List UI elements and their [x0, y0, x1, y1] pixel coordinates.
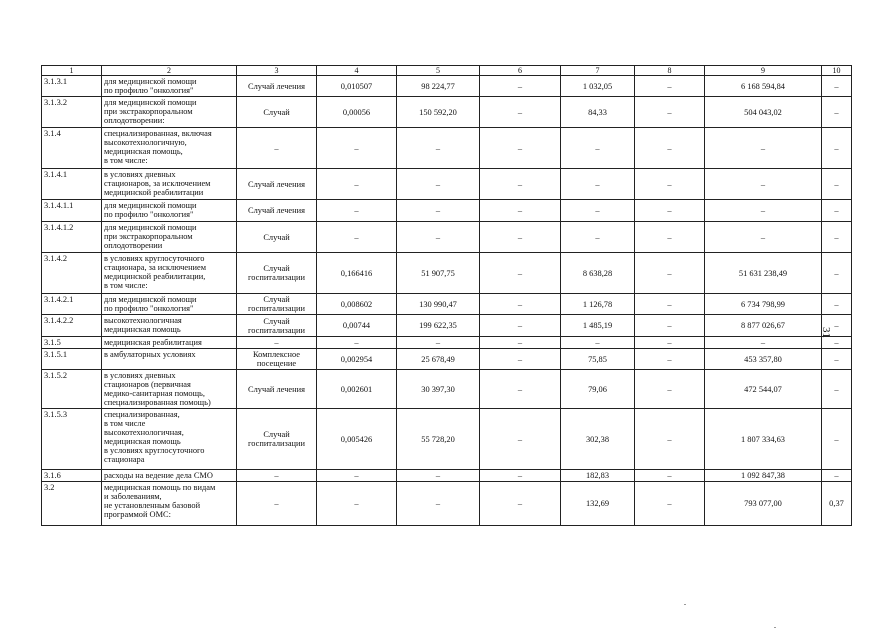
row-code: 3.1.5 [42, 337, 102, 349]
cell-col4: 0,002954 [317, 349, 397, 370]
cell-col7: – [561, 128, 635, 169]
row-name: для медицинской помощи по профилю "онкология" [102, 76, 237, 97]
row-code: 3.1.4.1.1 [42, 200, 102, 222]
cell-col4: 0,010507 [317, 76, 397, 97]
row-unit: Случай лечения [237, 169, 317, 200]
row-code: 3.1.3.2 [42, 97, 102, 128]
cell-col10: – [822, 470, 852, 482]
cell-col9: 472 544,07 [705, 370, 822, 409]
row-unit: Случай [237, 97, 317, 128]
cell-col8: – [635, 409, 705, 470]
row-unit: Случай госпитализации [237, 294, 317, 315]
row-unit: Случай лечения [237, 370, 317, 409]
cell-col7: 182,83 [561, 470, 635, 482]
cell-col5: – [397, 337, 480, 349]
cell-col4: – [317, 222, 397, 253]
cell-col10: – [822, 337, 852, 349]
cell-col6: – [480, 294, 561, 315]
cell-col6: – [480, 253, 561, 294]
table-row [42, 470, 852, 482]
table-row [42, 409, 852, 470]
row-name: в условиях дневных стационаров (первичная медико-санитарная помощь, специализированная помощь) [102, 370, 237, 409]
cell-col4: – [317, 482, 397, 526]
row-unit: Случай лечения [237, 200, 317, 222]
row-code: 3.2 [42, 482, 102, 526]
cell-col6: – [480, 128, 561, 169]
cell-col4: – [317, 470, 397, 482]
cell-col8: – [635, 315, 705, 337]
row-unit: – [237, 337, 317, 349]
cell-col10: – [822, 128, 852, 169]
cell-col6: – [480, 470, 561, 482]
cell-col8: – [635, 337, 705, 349]
cell-col7: – [561, 169, 635, 200]
cell-col5: 55 728,20 [397, 409, 480, 470]
row-code: 3.1.3.1 [42, 76, 102, 97]
cell-col6: – [480, 200, 561, 222]
cell-col7: 302,38 [561, 409, 635, 470]
cell-col5: – [397, 128, 480, 169]
page-number: 31 [820, 327, 832, 338]
cell-col7: 1 126,78 [561, 294, 635, 315]
cell-col7: 75,85 [561, 349, 635, 370]
row-unit: Случай лечения [237, 76, 317, 97]
cell-col9: 8 877 026,67 [705, 315, 822, 337]
cell-col8: – [635, 370, 705, 409]
cell-col8: – [635, 294, 705, 315]
row-name: в амбулаторных условиях [102, 349, 237, 370]
cell-col9: 504 043,02 [705, 97, 822, 128]
cell-col7: 8 638,28 [561, 253, 635, 294]
row-code: 3.1.4.2 [42, 253, 102, 294]
cell-col10: 0,37 [822, 482, 852, 526]
table-row [42, 169, 852, 200]
cell-col9: 6 168 594,84 [705, 76, 822, 97]
row-code: 3.1.5.3 [42, 409, 102, 470]
cell-col5: – [397, 222, 480, 253]
col-header: 9 [705, 66, 822, 76]
cell-col4: – [317, 128, 397, 169]
cell-col10: – [822, 294, 852, 315]
cell-col9: 6 734 798,99 [705, 294, 822, 315]
scan-speck [684, 604, 686, 605]
cell-col9: – [705, 200, 822, 222]
cell-col10: – [822, 97, 852, 128]
cell-col7: 79,06 [561, 370, 635, 409]
cell-col4: 0,166416 [317, 253, 397, 294]
cell-col7: – [561, 222, 635, 253]
cell-col8: – [635, 128, 705, 169]
row-name: расходы на ведение дела СМО [102, 470, 237, 482]
row-code: 3.1.4.2.1 [42, 294, 102, 315]
col-header: 7 [561, 66, 635, 76]
cell-col8: – [635, 76, 705, 97]
cell-col6: – [480, 76, 561, 97]
cell-col5: 130 990,47 [397, 294, 480, 315]
row-code: 3.1.4 [42, 128, 102, 169]
cell-col5: – [397, 470, 480, 482]
cell-col4: 0,008602 [317, 294, 397, 315]
row-unit: Случай госпитализации [237, 409, 317, 470]
cell-col10: – [822, 200, 852, 222]
table-row [42, 253, 852, 294]
row-name: в условиях дневных стационаров, за исключением медицинской реабилитации [102, 169, 237, 200]
cell-col9: 453 357,80 [705, 349, 822, 370]
row-unit: Случай госпитализации [237, 253, 317, 294]
cell-col6: – [480, 482, 561, 526]
cell-col4: – [317, 200, 397, 222]
cell-col10: – [822, 315, 852, 337]
cell-col5: 150 592,20 [397, 97, 480, 128]
cell-col8: – [635, 349, 705, 370]
row-name: в условиях круглосуточного стационара, за исключением медицинской реабилитации, в том числе: [102, 253, 237, 294]
cell-col5: – [397, 482, 480, 526]
cell-col5: 98 224,77 [397, 76, 480, 97]
cell-col8: – [635, 97, 705, 128]
table-row [42, 128, 852, 169]
cell-col10: – [822, 253, 852, 294]
table-row [42, 337, 852, 349]
table-row [42, 97, 852, 128]
row-unit: – [237, 470, 317, 482]
cell-col10: – [822, 222, 852, 253]
cell-col5: 25 678,49 [397, 349, 480, 370]
table-row [42, 294, 852, 315]
cell-col10: – [822, 349, 852, 370]
cell-col4: – [317, 169, 397, 200]
cell-col6: – [480, 97, 561, 128]
cell-col9: – [705, 337, 822, 349]
cell-col7: 1 485,19 [561, 315, 635, 337]
col-header: 8 [635, 66, 705, 76]
cell-col6: – [480, 222, 561, 253]
cell-col9: – [705, 169, 822, 200]
row-name: для медицинской помощи при экстракорпоральном оплодотворении [102, 222, 237, 253]
table-row [42, 370, 852, 409]
cell-col5: 199 622,35 [397, 315, 480, 337]
col-header: 2 [102, 66, 237, 76]
table-row [42, 482, 852, 526]
cell-col10: – [822, 169, 852, 200]
cell-col6: – [480, 349, 561, 370]
scan-speck [774, 627, 776, 628]
row-name: для медицинской помощи при экстракорпоральном оплодотворении: [102, 97, 237, 128]
cell-col5: 51 907,75 [397, 253, 480, 294]
col-header: 6 [480, 66, 561, 76]
cell-col9: – [705, 128, 822, 169]
cell-col10: – [822, 409, 852, 470]
row-name: для медицинской помощи по профилю "онкология" [102, 294, 237, 315]
row-name: медицинская помощь по видам и заболеваниям, не установленным базовой программой ОМС: [102, 482, 237, 526]
cell-col9: 1 092 847,38 [705, 470, 822, 482]
col-header: 4 [317, 66, 397, 76]
col-header: 3 [237, 66, 317, 76]
header-row [42, 66, 852, 76]
cell-col9: 51 631 238,49 [705, 253, 822, 294]
row-name: специализированная, включая высокотехнологичную, медицинская помощь, в том числе: [102, 128, 237, 169]
cell-col7: 1 032,05 [561, 76, 635, 97]
row-code: 3.1.4.2.2 [42, 315, 102, 337]
cell-col5: – [397, 169, 480, 200]
col-header: 5 [397, 66, 480, 76]
cell-col4: 0,00744 [317, 315, 397, 337]
cell-col10: – [822, 370, 852, 409]
cell-col7: 132,69 [561, 482, 635, 526]
data-table [41, 65, 852, 526]
cell-col8: – [635, 222, 705, 253]
row-code: 3.1.5.2 [42, 370, 102, 409]
cell-col5: 30 397,30 [397, 370, 480, 409]
cell-col4: – [317, 337, 397, 349]
cell-col4: 0,005426 [317, 409, 397, 470]
cell-col6: – [480, 337, 561, 349]
table-row [42, 222, 852, 253]
cell-col8: – [635, 482, 705, 526]
row-code: 3.1.4.1 [42, 169, 102, 200]
row-unit: – [237, 128, 317, 169]
row-name: для медицинской помощи по профилю "онкология" [102, 200, 237, 222]
cell-col6: – [480, 315, 561, 337]
cell-col8: – [635, 253, 705, 294]
cell-col9: 1 807 334,63 [705, 409, 822, 470]
table-row [42, 315, 852, 337]
row-code: 3.1.6 [42, 470, 102, 482]
table-row [42, 349, 852, 370]
row-unit: Случай госпитализации [237, 315, 317, 337]
table-row [42, 76, 852, 97]
cell-col6: – [480, 409, 561, 470]
row-name: медицинская реабилитация [102, 337, 237, 349]
cell-col6: – [480, 169, 561, 200]
cell-col8: – [635, 169, 705, 200]
row-unit: Комплексное посещение [237, 349, 317, 370]
cell-col7: – [561, 200, 635, 222]
row-name: специализированная, в том числе высокотехнологичная, медицинская помощь в условиях круглосуточного стационара [102, 409, 237, 470]
row-code: 3.1.5.1 [42, 349, 102, 370]
col-header: 10 [822, 66, 852, 76]
row-unit: Случай [237, 222, 317, 253]
cell-col4: 0,00056 [317, 97, 397, 128]
cell-col7: – [561, 337, 635, 349]
cell-col10: – [822, 76, 852, 97]
cell-col8: – [635, 200, 705, 222]
cell-col9: – [705, 222, 822, 253]
cell-col4: 0,002601 [317, 370, 397, 409]
cell-col9: 793 077,00 [705, 482, 822, 526]
cell-col7: 84,33 [561, 97, 635, 128]
cell-col8: – [635, 470, 705, 482]
col-header: 1 [42, 66, 102, 76]
row-name: высокотехнологичная медицинская помощь [102, 315, 237, 337]
cell-col5: – [397, 200, 480, 222]
cell-col6: – [480, 370, 561, 409]
row-code: 3.1.4.1.2 [42, 222, 102, 253]
row-unit: – [237, 482, 317, 526]
table-row [42, 200, 852, 222]
